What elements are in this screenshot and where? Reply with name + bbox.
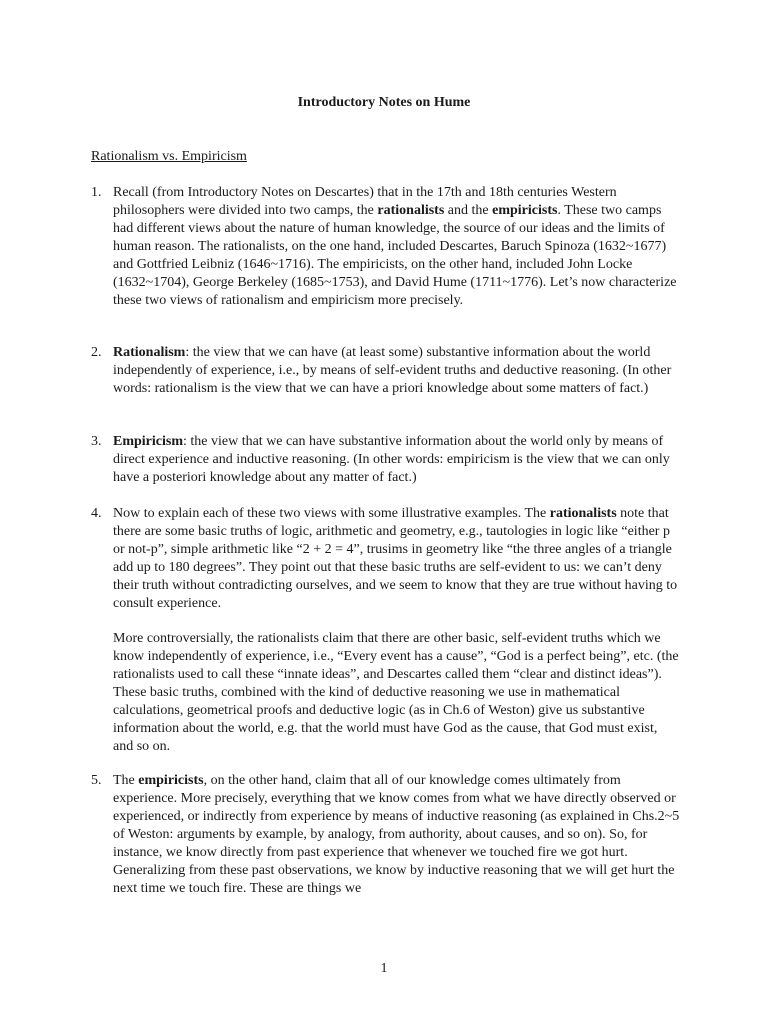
- list-item-text: Now to explain each of these two views with some illustrative examples. The rationalists note that there are some basic truths of logic, arithmetic and geometry, e.g., tautologies in logic like “either p or not-p”, simple arithmetic like “2 + 2 = 4”, trusims in geometry like “the three angles of a triangle add up to 180 degrees”. They point out that these basic truths are self-evident to us: we can’t deny their truth without contradicting ourselves, and we seem to know that they are true without having to consult experience.: [113, 506, 678, 611]
- list-item-text: Empiricism: the view that we can have substantive information about the world only by means of direct experience and inductive reasoning. (In other words: empiricism is the view that we can only have a posteriori knowledge about any matter of fact.): [113, 434, 670, 485]
- list-item-text: Rationalism: the view that we can have (at least some) substantive information about the world independently of experience, i.e., by means of self-evident truths and deductive reasoning. (In other words: rationalism is the view that we can have a priori knowledge about some matters of fact.): [113, 345, 672, 396]
- list-item-4-continuation: More controversially, the rationalists claim that there are other basic, self-evident truths which we know independently of experience, i.e., “Every event has a cause”, “God is a perfect being”, etc. (the rationalists used to call these “innate ideas”, and Descartes called them “clear and distinct ideas”). These basic truths, combined with the kind of deductive reasoning we use in mathematical calculations, geometrical proofs and deductive logic (as in Ch.6 of Weston) give us substantive information about the world, e.g. that the world must have God as the cause, that God must exist, and so on.: [113, 631, 679, 754]
- list-item-number: 3.: [91, 434, 102, 449]
- rationalists-term: rationalists: [377, 203, 445, 218]
- section-heading: Rationalism vs. Empiricism: [91, 149, 247, 164]
- list-item-2: [91, 344, 681, 398]
- empiricism-term: Empiricism: [113, 434, 183, 449]
- list-item-number: 1.: [91, 185, 102, 200]
- list-item-1: [91, 184, 681, 310]
- empiricists-term: empiricists: [138, 773, 204, 788]
- list-item-text: Recall (from Introductory Notes on Descartes) that in the 17th and 18th centuries Western philosophers were divided into two camps, the rationalists and the empiricists. These two camps had different views about the nature of human knowledge, the source of our ideas and the limits of human reason. The rationalists, on the one hand, included Descartes, Baruch Spinoza (1632~1677) and Gottfried Leibniz (1646~1716). The empiricists, on the other hand, included John Locke (1632~1704), George Berkeley (1685~1753), and David Hume (1711~1776). Let’s now characterize these two views of rationalism and empiricism more precisely.: [113, 185, 677, 308]
- list-item-number: 2.: [91, 345, 102, 360]
- rationalism-term: Rationalism: [113, 345, 186, 360]
- document-title: Introductory Notes on Hume: [297, 95, 471, 110]
- list-item-number: 5.: [91, 773, 102, 788]
- empiricists-term: empiricists: [492, 203, 558, 218]
- list-item-3: [91, 433, 681, 487]
- list-item-4: [91, 505, 681, 613]
- list-item-number: 4.: [91, 506, 102, 521]
- list-item-text: The empiricists, on the other hand, claim that all of our knowledge comes ultimately from experience. More precisely, everything that we know comes from what we have directly observed or experienced, or indirectly from experience by means of inductive reasoning (as explained in Chs.2~5 of Weston: arguments by example, by analogy, from authority, about causes, and so on). So, for instance, we know directly from past experience that whenever we touched fire we got hurt. Generalizing from these past observations, we know by inductive reasoning that we will get hurt the next time we touch fire. These are things we: [113, 773, 680, 896]
- list-item-5: [91, 772, 681, 898]
- page-number: 1: [380, 961, 388, 976]
- rationalists-term: rationalists: [549, 506, 617, 521]
